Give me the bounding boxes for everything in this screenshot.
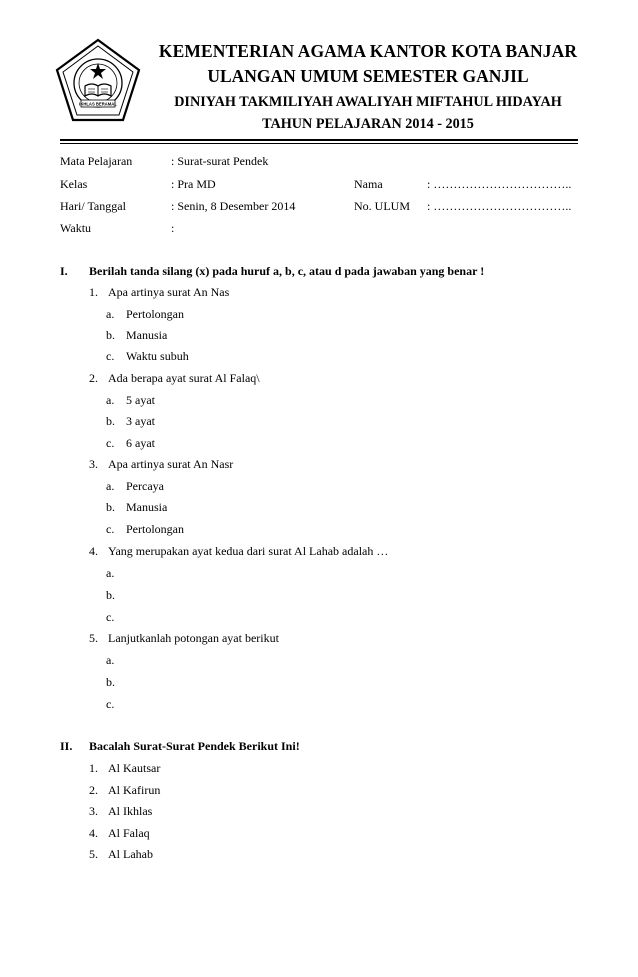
name-label: Nama xyxy=(354,177,383,191)
option-text: 3 ayat xyxy=(126,414,155,428)
list-item: Al Kautsar xyxy=(108,761,161,775)
subject-value: : Surat-surat Pendek xyxy=(171,154,269,168)
class-value: : Pra MD xyxy=(171,177,216,191)
header-academic-year: TAHUN PELAJARAN 2014 - 2015 xyxy=(262,116,474,132)
question-text: Apa artinya surat An Nasr xyxy=(108,457,234,471)
list-item: Al Kafirun xyxy=(108,783,161,797)
list-item-number: 4. xyxy=(89,826,98,840)
header-ministry-title: KEMENTERIAN AGAMA KANTOR KOTA BANJAR xyxy=(158,41,578,61)
section-1-number: I. xyxy=(60,264,68,278)
list-item-number: 5. xyxy=(89,847,98,861)
option-text: Manusia xyxy=(126,500,168,514)
question-number: 5. xyxy=(89,631,98,645)
option-letter-c[interactable]: c. xyxy=(106,349,115,363)
question-number: 1. xyxy=(89,285,98,299)
date-value: : Senin, 8 Desember 2014 xyxy=(171,199,296,213)
option-letter-a[interactable]: a. xyxy=(106,653,115,667)
time-value: : xyxy=(171,221,175,235)
section-2-number: II. xyxy=(60,739,73,753)
option-letter-c[interactable]: c. xyxy=(106,522,115,536)
list-item: Al Falaq xyxy=(108,826,150,840)
kemenag-logo-icon xyxy=(55,38,141,124)
list-item: Al Lahab xyxy=(108,847,153,861)
option-letter-b[interactable]: b. xyxy=(106,675,115,689)
time-label: Waktu xyxy=(60,221,92,235)
option-letter-a[interactable]: a. xyxy=(106,393,115,407)
option-text: Pertolongan xyxy=(126,307,184,321)
list-item-number: 1. xyxy=(89,761,98,775)
option-text: Manusia xyxy=(126,328,168,342)
section-2-instruction: Bacalah Surat-Surat Pendek Berikut Ini! xyxy=(89,739,300,753)
subject-label: Mata Pelajaran xyxy=(60,154,133,168)
option-letter-c[interactable]: c. xyxy=(106,436,115,450)
option-text: Pertolongan xyxy=(126,522,184,536)
question-text: Ada berapa ayat surat Al Falaq\ xyxy=(108,371,260,385)
list-item-number: 3. xyxy=(89,804,98,818)
name-field[interactable]: : …………………………….. xyxy=(427,177,572,191)
option-text: 5 ayat xyxy=(126,393,155,407)
header-rule-thin xyxy=(60,143,578,144)
ulum-number-label: No. ULUM xyxy=(354,199,410,213)
option-letter-b[interactable]: b. xyxy=(106,328,115,342)
question-number: 3. xyxy=(89,457,98,471)
option-letter-b[interactable]: b. xyxy=(106,414,115,428)
section-1-instruction: Berilah tanda silang (x) pada huruf a, b, c, atau d pada jawaban yang benar ! xyxy=(89,264,485,278)
date-label: Hari/ Tanggal xyxy=(60,199,126,213)
option-letter-b[interactable]: b. xyxy=(106,500,115,514)
question-text: Lanjutkanlah potongan ayat berikut xyxy=(108,631,279,645)
question-number: 4. xyxy=(89,544,98,558)
option-text: Percaya xyxy=(126,479,164,493)
question-text: Yang merupakan ayat kedua dari surat Al Lahab adalah … xyxy=(108,544,389,558)
header-school-name: DINIYAH TAKMILIYAH AWALIYAH MIFTAHUL HIDAYAH xyxy=(174,94,562,110)
option-text: Waktu subuh xyxy=(126,349,189,363)
ulum-number-field[interactable]: : …………………………….. xyxy=(427,199,572,213)
list-item: Al Ikhlas xyxy=(108,804,153,818)
option-letter-a[interactable]: a. xyxy=(106,566,115,580)
option-letter-a[interactable]: a. xyxy=(106,307,115,321)
list-item-number: 2. xyxy=(89,783,98,797)
question-number: 2. xyxy=(89,371,98,385)
header-rule-thick xyxy=(60,139,578,141)
option-letter-a[interactable]: a. xyxy=(106,479,115,493)
option-letter-c[interactable]: c. xyxy=(106,610,115,624)
header-exam-title: ULANGAN UMUM SEMESTER GANJIL xyxy=(207,66,529,86)
class-label: Kelas xyxy=(60,177,88,191)
option-letter-b[interactable]: b. xyxy=(106,588,115,602)
option-text: 6 ayat xyxy=(126,436,155,450)
option-letter-c[interactable]: c. xyxy=(106,697,115,711)
logo-banner-text: IKHLAS BERAMAL xyxy=(79,101,117,107)
question-text: Apa artinya surat An Nas xyxy=(108,285,230,299)
